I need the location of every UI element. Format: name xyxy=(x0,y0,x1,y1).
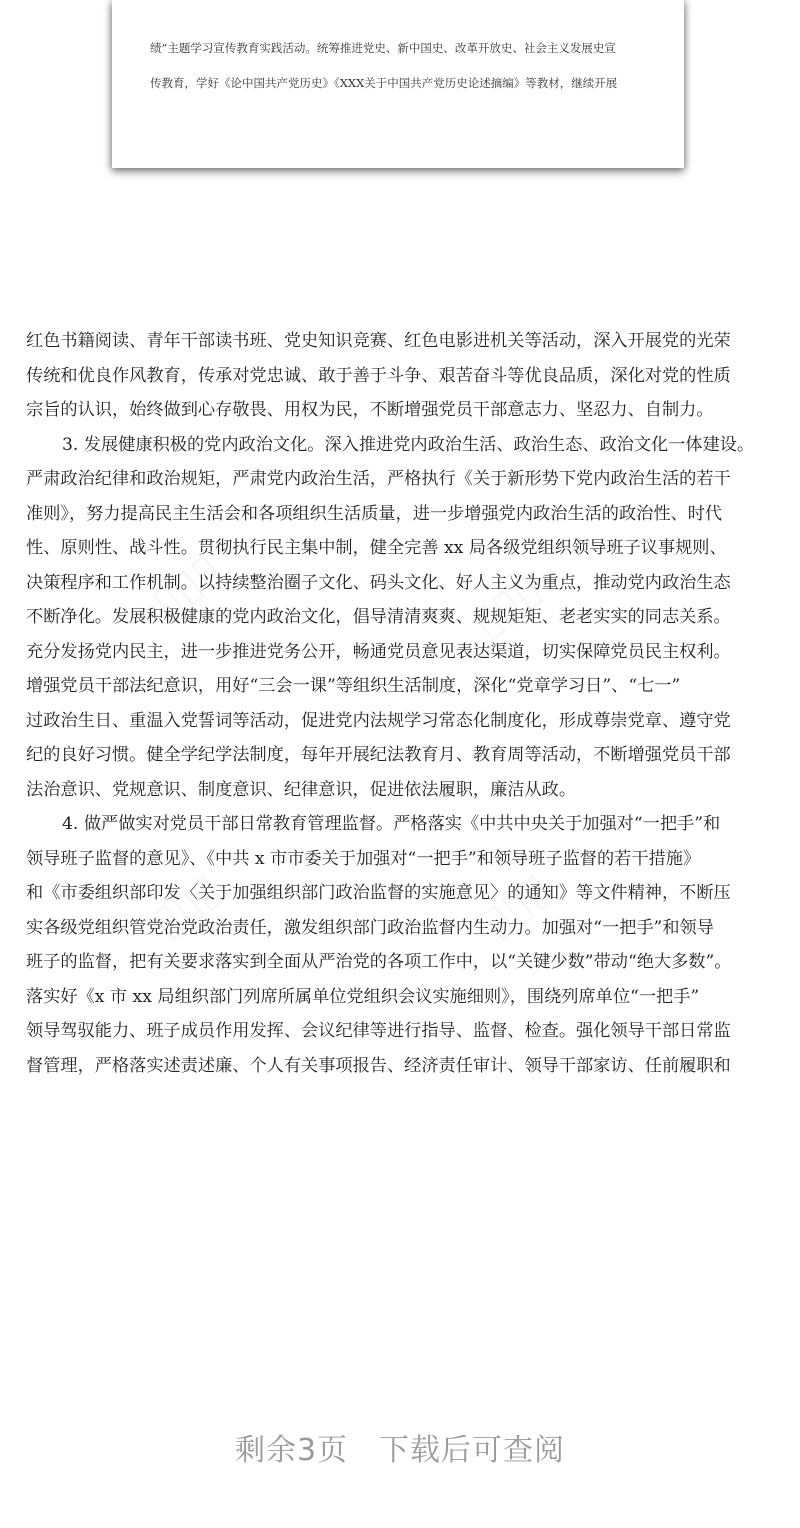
text-line: 准则》，努力提高民主生活会和各项组织生活质量，进一步增强党内政治生活的政治性、时代 xyxy=(26,503,723,524)
text-line: 督管理，严格落实述责述廉、个人有关事项报告、经济责任审计、领导干部家访、任前履职和 xyxy=(26,1055,731,1076)
text-line: 法治意识、党规意识、制度意识、纪律意识，促进依法履职，廉洁从政。 xyxy=(26,779,577,800)
watermark: ▯▯▯ xyxy=(462,563,551,648)
text-line: 落实好《x 市 xx 局组织部门列席所属单位党组织会议实施细则》，围绕列席单位“一把手” xyxy=(26,986,700,1007)
text-line: 充分发扬党内民主，进一步推进党务公开，畅通党员意见表达渠道，切实保障党员民主权利。 xyxy=(26,641,731,662)
text-line: 和《市委组织部印发〈关于加强组织部门政治监督的实施意见〉的通知》等文件精神，不断压 xyxy=(26,883,731,903)
watermark: ▯▯▯ xyxy=(142,863,231,948)
document-body xyxy=(26,324,778,1083)
text-line: 过政治生日、重温入党誓词等活动，促进党内法规学习常态化制度化，形成尊崇党章、遵守党 xyxy=(26,710,731,731)
section-heading-line: 3. 发展健康积极的党内政治文化。深入推进党内政治生活、政治生态、政治文化一体建设。 xyxy=(62,434,755,455)
section-heading-line: 4. 做严做实对党员干部日常教育管理监督。严格落实《中共中央关于加强对“一把手”和 xyxy=(62,814,721,834)
watermark: ▯▯▯ xyxy=(142,543,231,628)
text-line: 领导驾驭能力、班子成员作用发挥、会议纪律等进行指导、监督、检查。强化领导干部日常监 xyxy=(26,1021,731,1041)
text-line: 宗旨的认识，始终做到心存敬畏、用权为民，不断增强党员干部意志力、坚忍力、自制力。 xyxy=(26,400,714,420)
watermark: ▯▯▯ xyxy=(472,863,561,948)
text-line: 领导班子监督的意见》、《中共 x 市市委关于加强对“一把手”和领导班子监督的若干措施》 xyxy=(26,848,701,869)
previous-page-preview xyxy=(112,0,684,168)
text-line: 性、原则性、战斗性。贯彻执行民主集中制，健全完善 xx 局各级党组织领导班子议事规则、 xyxy=(26,538,727,558)
preview-line: 绩”主题学习宣传教育实践活动。统筹推进党史、新中国史、改革开放史、社会主义发展史宣 xyxy=(150,41,616,55)
text-line: 严肃政治纪律和政治规矩，严肃党内政治生活，严格执行《关于新形势下党内政治生活的若干 xyxy=(26,469,731,489)
text-line: 传统和优良作风教育，传承对党忠诚、敢于善于斗争、艰苦奋斗等优良品质，深化对党的性质 xyxy=(26,365,731,386)
remaining-pages-banner[interactable]: 剩余3页 下载后可查阅 xyxy=(234,1433,566,1468)
text-line: 增强党员干部法纪意识，用好“三会一课”等组织生活制度，深化“党章学习日”、“七一” xyxy=(26,676,681,696)
preview-line: 传教育，学好《论中国共产党历史》《XXX关于中国共产党历史论述摘编》等教材，继续开展 xyxy=(150,76,618,90)
text-line: 实各级党组织管党治党政治责任，激发组织部门政治监督内生动力。加强对“一把手”和领导 xyxy=(26,917,714,938)
text-line: 决策程序和工作机制。以持续整治圈子文化、码头文化、好人主义为重点，推动党内政治生态 xyxy=(26,572,731,593)
text-line: 班子的监督，把有关要求落实到全面从严治党的各项工作中，以“关键少数”带动“绝大多数”。 xyxy=(26,952,732,972)
text-line: 纪的良好习惯。健全学纪学法制度，每年开展纪法教育月、教育周等活动，不断增强党员干部 xyxy=(26,745,731,765)
text-line: 不断净化。发展积极健康的党内政治文化，倡导清清爽爽、规规矩矩、老老实实的同志关系。 xyxy=(26,607,731,627)
text-line: 红色书籍阅读、青年干部读书班、党史知识竞赛、红色电影进机关等活动，深入开展党的光荣 xyxy=(26,331,731,351)
